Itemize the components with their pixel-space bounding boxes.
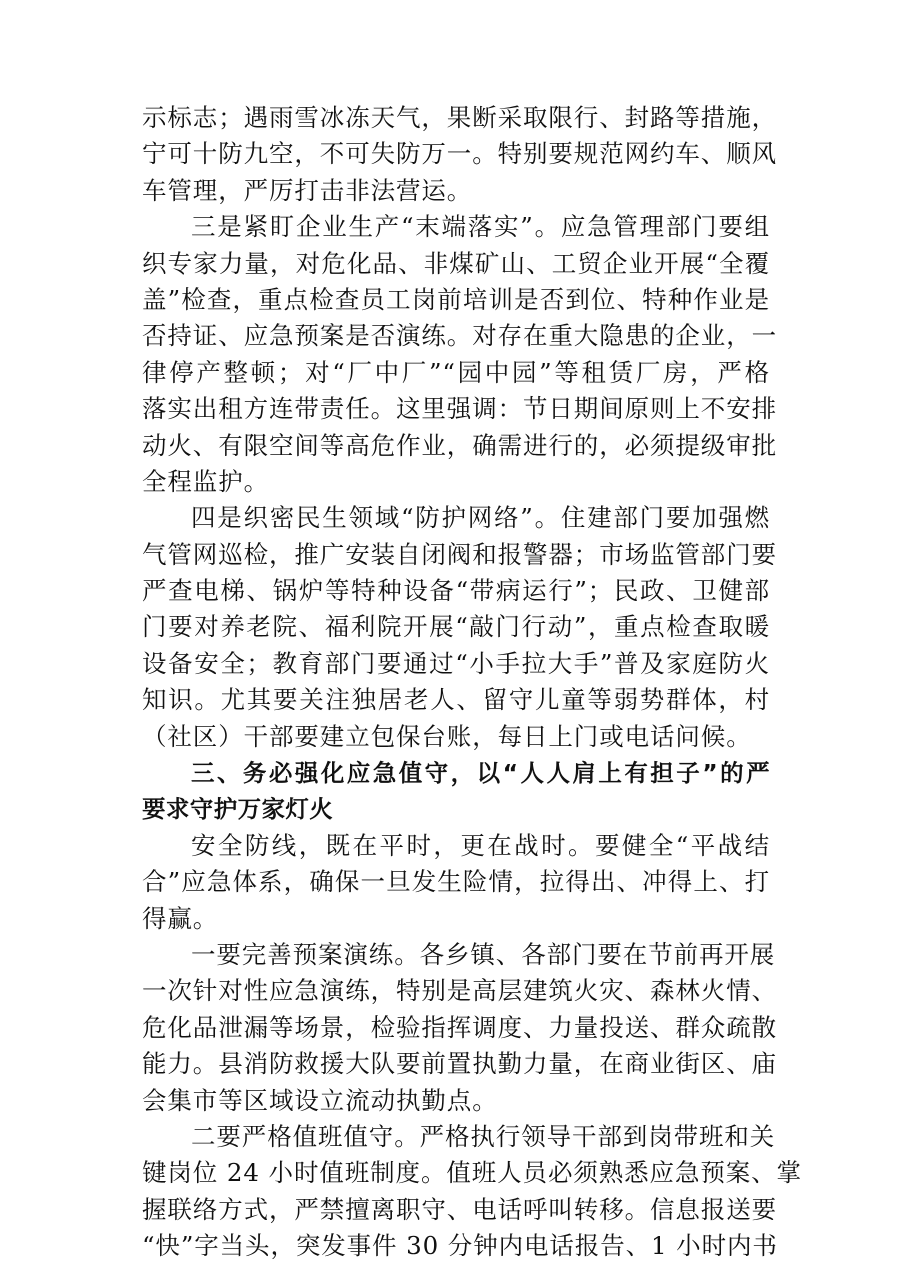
paragraph-start-line: 三是紧盯企业生产“末端落实”。应急管理部门要组 <box>191 212 770 242</box>
text-line: 车管理，严厉打击非法营运。 <box>142 175 473 205</box>
text-line: 能力。县消防救援大队要前置执勤力量，在商业街区、庙 <box>142 1049 777 1079</box>
text-line: 危化品泄漏等场景，检验指挥调度、力量投送、群众疏散 <box>142 1012 777 1042</box>
text-line: 织专家力量，对危化品、非煤矿山、工贸企业开展“全覆 <box>142 248 770 278</box>
text-line: 宁可十防九空，不可失防万一。特别要规范网约车、顺风 <box>142 139 777 169</box>
text-line: 握联络方式，严禁擅离职守、电话呼叫转移。信息报送要 <box>142 1194 777 1224</box>
text-line: 律停产整顿；对“厂中厂”“园中园”等租赁厂房，严格 <box>142 357 770 387</box>
text-line: 会集市等区域设立流动执勤点。 <box>142 1085 498 1115</box>
paragraph-start-line: 安全防线，既在平时，更在战时。要健全“平战结 <box>191 830 770 860</box>
paragraph-start-line: 二要严格值班值守。严格执行领导干部到岗带班和关 <box>191 1121 776 1151</box>
text-line: 知识。尤其要关注独居老人、留守儿童等弱势群体，村 <box>142 685 770 715</box>
text-line: 合”应急体系，确保一旦发生险情，拉得出、冲得上、打 <box>142 867 770 897</box>
section-heading-line: 要求守护万家灯火 <box>142 795 334 824</box>
text-line: 落实出租方连带责任。这里强调：节日期间原则上不安排 <box>142 394 777 424</box>
body-text <box>142 100 802 1265</box>
text-line: 示标志；遇雨雪冰冻天气，果断采取限行、封路等措施， <box>142 103 777 132</box>
section-heading-line: 三、务必强化应急值守，以“人人肩上有担子”的严 <box>191 759 770 788</box>
text-line: 动火、有限空间等高危作业，确需进行的，必须提级审批 <box>142 430 777 460</box>
text-line: （社区）干部要建立包保台账，每日上门或电话问候。 <box>142 721 752 751</box>
text-line: 严查电梯、锅炉等特种设备“带病运行”；民政、卫健部 <box>142 576 770 606</box>
text-line: 盖”检查，重点检查员工岗前培训是否到位、特种作业是 <box>142 284 770 314</box>
text-line: 否持证、应急预案是否演练。对存在重大隐患的企业，一 <box>142 321 777 351</box>
text-line: 得赢。 <box>142 903 219 933</box>
paragraph-start-line: 四是织密民生领域“防护网络”。住建部门要加强燃 <box>191 503 770 533</box>
text-line: 键岗位 24 小时值班制度。值班人员必须熟悉应急预案、掌 <box>142 1158 802 1188</box>
text-line: 气管网巡检，推广安装自闭阀和报警器；市场监管部门要 <box>142 539 777 569</box>
text-line: “快”字当头，突发事件 30 分钟内电话报告、1 小时内书 <box>142 1231 778 1261</box>
text-line: 全程监护。 <box>142 466 269 496</box>
paragraph-start-line: 一要完善预案演练。各乡镇、各部门要在节前再开展 <box>191 939 776 969</box>
text-line: 设备安全；教育部门要通过“小手拉大手”普及家庭防火 <box>142 648 770 678</box>
text-line: 一次针对性应急演练，特别是高层建筑火灾、森林火情、 <box>142 976 777 1006</box>
text-line: 门要对养老院、福利院开展“敲门行动”，重点检查取暖 <box>142 612 770 642</box>
